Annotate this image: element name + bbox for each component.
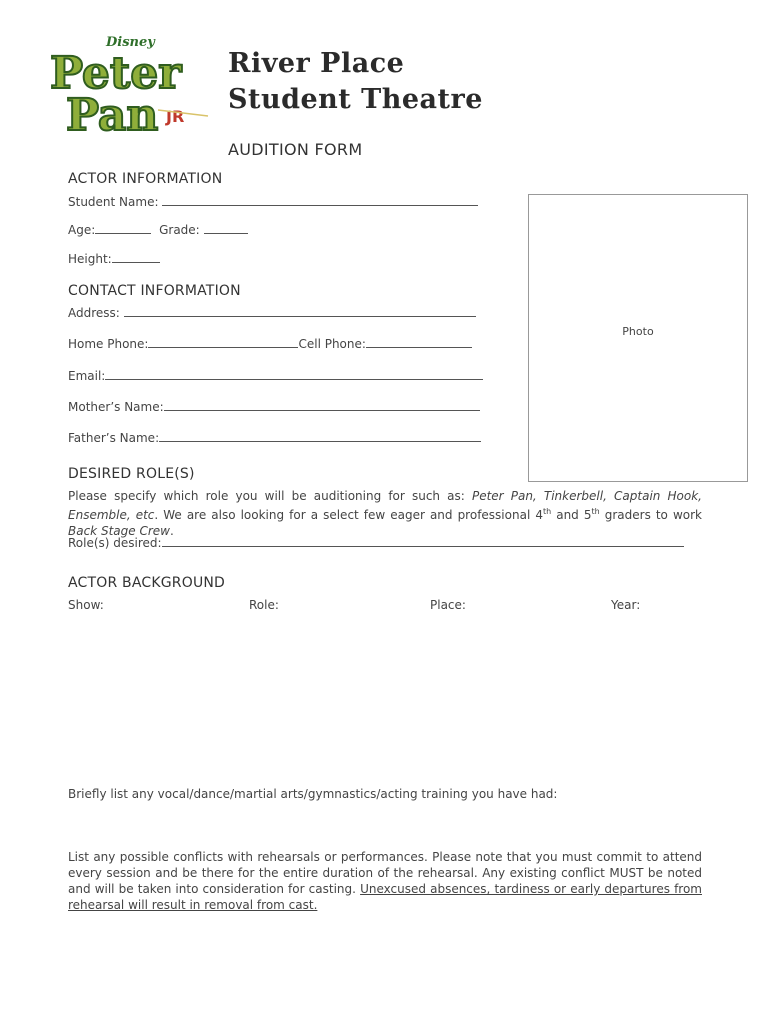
- contact-information-heading: CONTACT INFORMATION: [68, 283, 241, 299]
- background-col-year: Year:: [611, 598, 641, 612]
- theatre-title: [228, 46, 483, 118]
- background-col-show: Show:: [68, 598, 104, 612]
- back-stage-crew: Back Stage Crew: [68, 524, 170, 538]
- desired-roles-heading: DESIRED ROLE(S): [68, 466, 195, 482]
- grade-label: Grade:: [159, 223, 200, 237]
- conflicts-text: List any possible conflicts with rehearsals or performances. Please note that you must commit to attend every session and be there for the entire duration of the rehearsal. Any existing conflict MUST be noted and will be taken into consideration for casting.: [68, 850, 702, 896]
- mother-name-field[interactable]: [68, 400, 480, 414]
- training-prompt: Briefly list any vocal/dance/martial arts/gymnastics/acting training you have had:: [68, 787, 558, 801]
- photo-label: Photo: [622, 325, 654, 338]
- roles-text-4: graders to work: [599, 508, 702, 522]
- roles-sup-2: th: [591, 507, 600, 516]
- student-name-field[interactable]: [68, 195, 478, 209]
- cell-phone-label: Cell Phone:: [298, 337, 366, 351]
- father-name-field[interactable]: [68, 431, 481, 445]
- roles-desired-line[interactable]: [162, 536, 684, 547]
- logo-word-peter: Peter: [50, 48, 182, 99]
- logo-graphic: [48, 30, 218, 142]
- roles-text-3: and 5: [551, 508, 592, 522]
- grade-line[interactable]: [204, 223, 248, 234]
- mother-name-line[interactable]: [164, 400, 480, 411]
- height-label: Height:: [68, 252, 112, 266]
- actor-information-heading: ACTOR INFORMATION: [68, 171, 223, 187]
- roles-text-2: . We are also looking for a select few eager and professional 4: [154, 508, 543, 522]
- age-line[interactable]: [95, 223, 151, 234]
- mother-name-label: Mother’s Name:: [68, 400, 164, 414]
- logo-word-pan: Pan: [66, 90, 159, 141]
- height-field[interactable]: [68, 252, 160, 266]
- photo-box: [528, 194, 748, 482]
- desired-roles-paragraph: [68, 488, 702, 539]
- cell-phone-line[interactable]: [366, 337, 472, 348]
- roles-text-5: .: [169, 524, 174, 538]
- address-line[interactable]: [124, 306, 476, 317]
- conflicts-warning: Unexcused absences, tardiness or early departures from rehearsal will result in removal from cast.: [68, 882, 702, 912]
- roles-desired-field[interactable]: [68, 536, 684, 550]
- peter-pan-jr-logo: [48, 30, 218, 142]
- title-line-1: River Place: [228, 48, 405, 79]
- student-name-label: Student Name:: [68, 195, 159, 209]
- actor-background-heading: ACTOR BACKGROUND: [68, 575, 226, 591]
- email-line[interactable]: [105, 369, 483, 380]
- phone-row: [68, 337, 472, 351]
- roles-examples: Peter Pan, Tinkerbell, Captain Hook, Ensemble, etc: [68, 489, 702, 522]
- email-field[interactable]: [68, 369, 483, 383]
- title-line-2: Student Theatre: [228, 84, 483, 115]
- background-col-place: Place:: [430, 598, 466, 612]
- age-grade-row: [68, 223, 248, 237]
- father-name-line[interactable]: [159, 431, 481, 442]
- email-label: Email:: [68, 369, 106, 383]
- address-field[interactable]: [68, 306, 476, 320]
- father-name-label: Father’s Name:: [68, 431, 160, 445]
- logo-brand-text: Disney: [106, 35, 155, 50]
- address-label: Address:: [68, 306, 120, 320]
- height-line[interactable]: [112, 252, 160, 263]
- roles-text-1: Please specify which role you will be auditioning for such as:: [68, 489, 472, 503]
- roles-desired-label: Role(s) desired:: [68, 536, 162, 550]
- logo-jr: JR: [166, 107, 185, 126]
- age-label: Age:: [68, 223, 96, 237]
- conflicts-paragraph: [68, 849, 702, 913]
- home-phone-label: Home Phone:: [68, 337, 149, 351]
- roles-sup-1: th: [542, 507, 552, 516]
- background-col-role: Role:: [249, 598, 279, 612]
- form-title: AUDITION FORM: [228, 140, 363, 159]
- home-phone-line[interactable]: [148, 337, 298, 348]
- student-name-line[interactable]: [162, 195, 478, 206]
